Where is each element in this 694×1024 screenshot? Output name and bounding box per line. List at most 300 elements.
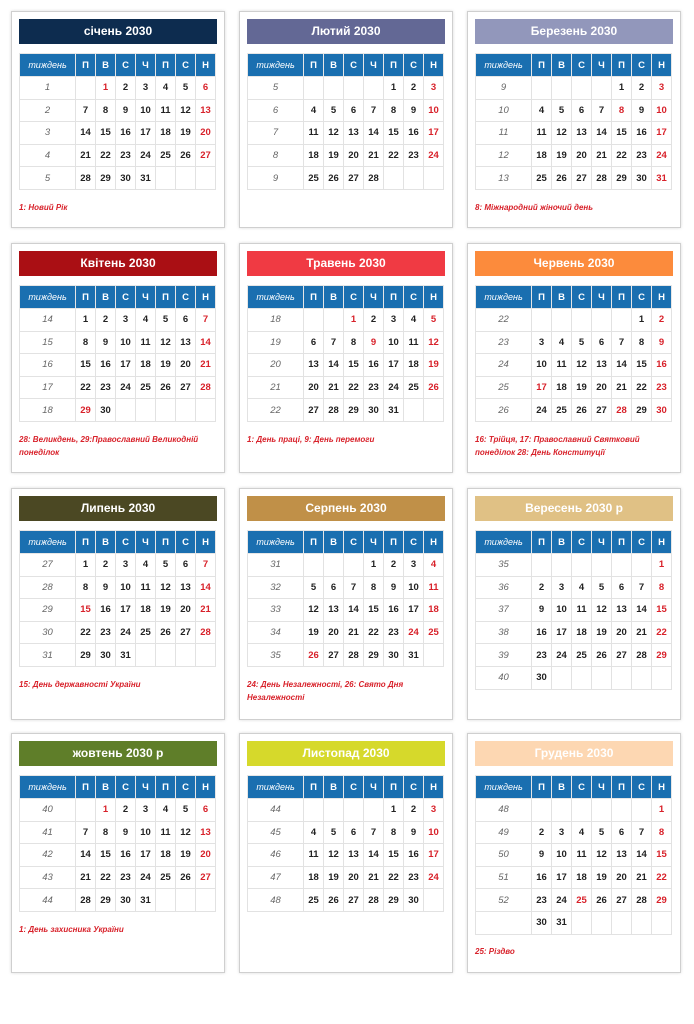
day-cell: 25 bbox=[552, 399, 572, 422]
day-cell bbox=[304, 554, 324, 577]
day-cell: 7 bbox=[592, 99, 612, 122]
month-title: Грудень 2030 bbox=[475, 741, 673, 766]
holiday-note: 8: Міжнародний жіночий день bbox=[475, 203, 594, 212]
weekday-header: С bbox=[344, 531, 364, 554]
day-cell bbox=[364, 799, 384, 822]
day-cell: 8 bbox=[76, 331, 96, 354]
month-card bbox=[11, 243, 225, 473]
day-cell: 31 bbox=[652, 167, 672, 190]
week-number: 46 bbox=[248, 844, 304, 867]
week-number: 35 bbox=[476, 554, 532, 577]
weekday-header: В bbox=[96, 54, 116, 77]
week-number-header: тиждень bbox=[20, 776, 76, 799]
day-cell: 19 bbox=[592, 866, 612, 889]
day-cell: 24 bbox=[384, 376, 404, 399]
day-cell: 20 bbox=[344, 144, 364, 167]
weekday-header: Ч bbox=[136, 54, 156, 77]
day-cell: 20 bbox=[612, 866, 632, 889]
day-cell bbox=[592, 799, 612, 822]
day-cell: 3 bbox=[652, 77, 672, 100]
day-cell: 5 bbox=[156, 309, 176, 332]
day-cell bbox=[592, 666, 612, 689]
weekday-header: В bbox=[552, 531, 572, 554]
month-grid bbox=[475, 53, 672, 190]
day-cell: 17 bbox=[404, 599, 424, 622]
day-cell: 10 bbox=[136, 821, 156, 844]
day-cell: 27 bbox=[612, 889, 632, 912]
day-cell: 2 bbox=[116, 77, 136, 100]
week-row bbox=[248, 122, 444, 145]
day-cell bbox=[304, 799, 324, 822]
weekday-header: В bbox=[552, 54, 572, 77]
day-cell: 23 bbox=[404, 144, 424, 167]
day-cell: 7 bbox=[632, 576, 652, 599]
week-row bbox=[20, 889, 216, 912]
day-cell: 30 bbox=[532, 911, 552, 934]
day-cell: 24 bbox=[404, 621, 424, 644]
day-cell: 4 bbox=[424, 554, 444, 577]
weekday-header: С bbox=[404, 776, 424, 799]
week-row bbox=[20, 576, 216, 599]
day-cell bbox=[344, 799, 364, 822]
day-cell: 5 bbox=[176, 799, 196, 822]
weekday-header: Н bbox=[196, 776, 216, 799]
week-number: 51 bbox=[476, 866, 532, 889]
day-cell: 16 bbox=[384, 599, 404, 622]
week-number: 14 bbox=[20, 309, 76, 332]
month-grid bbox=[19, 530, 216, 667]
day-cell: 28 bbox=[592, 167, 612, 190]
day-cell: 7 bbox=[196, 309, 216, 332]
week-number-header: тиждень bbox=[20, 54, 76, 77]
week-row bbox=[20, 122, 216, 145]
day-cell: 25 bbox=[572, 889, 592, 912]
month-card bbox=[467, 11, 681, 228]
weekday-header: С bbox=[572, 286, 592, 309]
day-cell: 28 bbox=[364, 167, 384, 190]
day-cell: 28 bbox=[344, 644, 364, 667]
day-cell: 13 bbox=[344, 844, 364, 867]
day-cell: 14 bbox=[196, 331, 216, 354]
day-cell: 17 bbox=[116, 354, 136, 377]
day-cell bbox=[572, 666, 592, 689]
week-number: 26 bbox=[476, 399, 532, 422]
weekday-header: В bbox=[552, 776, 572, 799]
day-cell: 16 bbox=[116, 122, 136, 145]
day-cell: 5 bbox=[304, 576, 324, 599]
week-row bbox=[476, 354, 672, 377]
week-number: 41 bbox=[20, 821, 76, 844]
day-cell: 23 bbox=[364, 376, 384, 399]
weekday-header: С bbox=[632, 776, 652, 799]
day-cell: 24 bbox=[552, 644, 572, 667]
day-cell: 10 bbox=[136, 99, 156, 122]
weekday-header: П bbox=[384, 531, 404, 554]
week-number: 32 bbox=[248, 576, 304, 599]
day-cell: 3 bbox=[552, 576, 572, 599]
week-row bbox=[476, 554, 672, 577]
weekday-header: В bbox=[324, 54, 344, 77]
week-number: 43 bbox=[20, 866, 76, 889]
weekday-header: С bbox=[572, 531, 592, 554]
day-cell: 20 bbox=[612, 621, 632, 644]
day-cell: 21 bbox=[76, 144, 96, 167]
day-cell bbox=[364, 77, 384, 100]
week-number-header: тиждень bbox=[248, 54, 304, 77]
day-cell: 26 bbox=[592, 644, 612, 667]
day-cell bbox=[552, 666, 572, 689]
day-cell: 14 bbox=[364, 122, 384, 145]
day-cell: 6 bbox=[176, 554, 196, 577]
day-cell: 27 bbox=[196, 144, 216, 167]
day-cell: 13 bbox=[324, 599, 344, 622]
day-cell: 14 bbox=[76, 844, 96, 867]
week-row bbox=[248, 399, 444, 422]
day-cell: 16 bbox=[116, 844, 136, 867]
month-grid bbox=[247, 775, 444, 912]
day-cell: 26 bbox=[424, 376, 444, 399]
day-cell: 12 bbox=[176, 821, 196, 844]
day-cell: 19 bbox=[592, 621, 612, 644]
week-row bbox=[248, 866, 444, 889]
holiday-note: 15: День державності України bbox=[19, 680, 141, 689]
week-number: 35 bbox=[248, 644, 304, 667]
day-cell bbox=[344, 77, 364, 100]
day-cell bbox=[404, 167, 424, 190]
day-cell bbox=[116, 399, 136, 422]
day-cell: 25 bbox=[156, 866, 176, 889]
week-number: 20 bbox=[248, 354, 304, 377]
week-number: 17 bbox=[20, 376, 76, 399]
day-cell: 17 bbox=[552, 621, 572, 644]
week-number-header: тиждень bbox=[476, 286, 532, 309]
week-number: 39 bbox=[476, 644, 532, 667]
day-cell: 11 bbox=[136, 331, 156, 354]
week-row bbox=[20, 821, 216, 844]
day-cell: 11 bbox=[572, 844, 592, 867]
day-cell bbox=[532, 309, 552, 332]
day-cell: 11 bbox=[552, 354, 572, 377]
week-row bbox=[248, 331, 444, 354]
day-cell: 23 bbox=[96, 621, 116, 644]
weekday-header: П bbox=[156, 531, 176, 554]
day-cell: 27 bbox=[344, 167, 364, 190]
day-cell bbox=[572, 309, 592, 332]
month-title: Червень 2030 bbox=[475, 251, 673, 276]
week-row bbox=[20, 844, 216, 867]
day-cell: 17 bbox=[424, 844, 444, 867]
day-cell: 23 bbox=[96, 376, 116, 399]
day-cell bbox=[344, 554, 364, 577]
day-cell: 10 bbox=[552, 599, 572, 622]
weekday-header: С bbox=[176, 54, 196, 77]
weekday-header: С bbox=[344, 286, 364, 309]
day-cell bbox=[572, 799, 592, 822]
day-cell: 7 bbox=[632, 821, 652, 844]
day-cell: 30 bbox=[96, 399, 116, 422]
day-cell bbox=[652, 666, 672, 689]
day-cell: 17 bbox=[424, 122, 444, 145]
day-cell: 19 bbox=[304, 621, 324, 644]
day-cell: 15 bbox=[612, 122, 632, 145]
day-cell: 19 bbox=[176, 844, 196, 867]
day-cell: 28 bbox=[76, 889, 96, 912]
holiday-note: 16: Трійця, 17: Православний Святковий понеділок 28: День Конституції bbox=[475, 435, 640, 457]
day-cell: 17 bbox=[384, 354, 404, 377]
day-cell: 7 bbox=[344, 576, 364, 599]
weekday-header: В bbox=[324, 776, 344, 799]
day-cell: 31 bbox=[384, 399, 404, 422]
day-cell: 27 bbox=[324, 644, 344, 667]
day-cell: 23 bbox=[652, 376, 672, 399]
day-cell: 18 bbox=[424, 599, 444, 622]
day-cell: 18 bbox=[136, 599, 156, 622]
day-cell: 10 bbox=[552, 844, 572, 867]
weekday-header: П bbox=[304, 531, 324, 554]
day-cell: 1 bbox=[384, 799, 404, 822]
day-cell: 1 bbox=[76, 554, 96, 577]
day-cell: 18 bbox=[156, 844, 176, 867]
weekday-header: С bbox=[116, 531, 136, 554]
day-cell: 12 bbox=[324, 844, 344, 867]
day-cell: 18 bbox=[572, 621, 592, 644]
week-row bbox=[248, 77, 444, 100]
day-cell: 24 bbox=[116, 621, 136, 644]
day-cell: 18 bbox=[552, 376, 572, 399]
day-cell: 5 bbox=[176, 77, 196, 100]
day-cell: 17 bbox=[552, 866, 572, 889]
day-cell bbox=[196, 644, 216, 667]
weekday-header: П bbox=[156, 776, 176, 799]
week-row bbox=[476, 331, 672, 354]
day-cell: 23 bbox=[404, 866, 424, 889]
week-number: 44 bbox=[248, 799, 304, 822]
day-cell: 22 bbox=[96, 866, 116, 889]
day-cell: 18 bbox=[404, 354, 424, 377]
week-row bbox=[476, 644, 672, 667]
day-cell: 8 bbox=[76, 576, 96, 599]
day-cell: 24 bbox=[424, 144, 444, 167]
day-cell: 12 bbox=[176, 99, 196, 122]
day-cell: 8 bbox=[344, 331, 364, 354]
day-cell bbox=[632, 554, 652, 577]
weekday-header: Н bbox=[424, 286, 444, 309]
day-cell: 3 bbox=[384, 309, 404, 332]
day-cell: 28 bbox=[324, 399, 344, 422]
day-cell: 7 bbox=[364, 99, 384, 122]
week-row bbox=[248, 376, 444, 399]
day-cell bbox=[176, 889, 196, 912]
week-row bbox=[248, 576, 444, 599]
day-cell: 10 bbox=[532, 354, 552, 377]
weekday-header: П bbox=[76, 531, 96, 554]
week-row bbox=[248, 844, 444, 867]
day-cell: 1 bbox=[96, 77, 116, 100]
weekday-header: Н bbox=[652, 54, 672, 77]
day-cell: 9 bbox=[364, 331, 384, 354]
day-cell: 4 bbox=[404, 309, 424, 332]
day-cell: 9 bbox=[96, 331, 116, 354]
day-cell: 5 bbox=[592, 576, 612, 599]
day-cell: 24 bbox=[136, 866, 156, 889]
day-cell: 12 bbox=[156, 576, 176, 599]
week-row bbox=[476, 376, 672, 399]
day-cell: 29 bbox=[632, 399, 652, 422]
weekday-header: Н bbox=[196, 531, 216, 554]
day-cell: 11 bbox=[424, 576, 444, 599]
week-number: 11 bbox=[476, 122, 532, 145]
weekday-header: Н bbox=[652, 531, 672, 554]
day-cell: 9 bbox=[532, 599, 552, 622]
day-cell: 9 bbox=[384, 576, 404, 599]
day-cell: 20 bbox=[344, 866, 364, 889]
weekday-header: Н bbox=[424, 54, 444, 77]
week-row bbox=[20, 621, 216, 644]
week-row bbox=[20, 167, 216, 190]
day-cell: 20 bbox=[176, 354, 196, 377]
day-cell: 22 bbox=[652, 866, 672, 889]
day-cell: 15 bbox=[76, 599, 96, 622]
day-cell: 12 bbox=[552, 122, 572, 145]
day-cell: 9 bbox=[652, 331, 672, 354]
day-cell: 4 bbox=[552, 331, 572, 354]
week-number: 23 bbox=[476, 331, 532, 354]
day-cell: 4 bbox=[156, 77, 176, 100]
day-cell bbox=[196, 167, 216, 190]
day-cell bbox=[424, 167, 444, 190]
week-row bbox=[20, 376, 216, 399]
day-cell: 27 bbox=[572, 167, 592, 190]
weekday-header: П bbox=[532, 286, 552, 309]
day-cell: 16 bbox=[404, 844, 424, 867]
day-cell: 1 bbox=[612, 77, 632, 100]
day-cell: 14 bbox=[76, 122, 96, 145]
day-cell: 25 bbox=[404, 376, 424, 399]
day-cell: 4 bbox=[156, 799, 176, 822]
day-cell: 21 bbox=[632, 621, 652, 644]
day-cell: 11 bbox=[304, 844, 324, 867]
holiday-note: 1: День захисника України bbox=[19, 925, 124, 934]
day-cell: 20 bbox=[592, 376, 612, 399]
day-cell: 28 bbox=[632, 889, 652, 912]
day-cell: 13 bbox=[572, 122, 592, 145]
day-cell bbox=[612, 666, 632, 689]
week-row bbox=[20, 331, 216, 354]
day-cell: 22 bbox=[76, 376, 96, 399]
week-row bbox=[476, 799, 672, 822]
day-cell: 26 bbox=[324, 889, 344, 912]
day-cell: 23 bbox=[632, 144, 652, 167]
week-number-header: тиждень bbox=[20, 531, 76, 554]
month-grid bbox=[19, 775, 216, 912]
week-row bbox=[20, 354, 216, 377]
day-cell: 10 bbox=[424, 99, 444, 122]
weekday-header: С bbox=[404, 286, 424, 309]
weekday-header: П bbox=[532, 54, 552, 77]
day-cell: 23 bbox=[116, 144, 136, 167]
month-grid bbox=[19, 285, 216, 422]
weekday-header: С bbox=[572, 776, 592, 799]
day-cell: 7 bbox=[76, 821, 96, 844]
month-grid bbox=[475, 530, 672, 690]
day-cell bbox=[196, 889, 216, 912]
day-cell: 8 bbox=[652, 576, 672, 599]
day-cell: 13 bbox=[592, 354, 612, 377]
day-cell: 10 bbox=[404, 576, 424, 599]
day-cell: 18 bbox=[304, 866, 324, 889]
week-number: 38 bbox=[476, 621, 532, 644]
day-cell: 6 bbox=[344, 821, 364, 844]
week-row bbox=[20, 554, 216, 577]
day-cell: 15 bbox=[364, 599, 384, 622]
day-cell: 17 bbox=[116, 599, 136, 622]
week-row bbox=[20, 309, 216, 332]
day-cell: 25 bbox=[156, 144, 176, 167]
day-cell: 26 bbox=[176, 144, 196, 167]
weekday-header: С bbox=[632, 54, 652, 77]
day-cell: 12 bbox=[572, 354, 592, 377]
day-cell: 1 bbox=[76, 309, 96, 332]
week-number: 42 bbox=[20, 844, 76, 867]
day-cell: 25 bbox=[304, 889, 324, 912]
day-cell: 2 bbox=[96, 554, 116, 577]
day-cell: 13 bbox=[196, 821, 216, 844]
week-number: 45 bbox=[248, 821, 304, 844]
day-cell: 13 bbox=[176, 331, 196, 354]
month-title: Лютий 2030 bbox=[247, 19, 445, 44]
weekday-header: Ч bbox=[592, 531, 612, 554]
day-cell: 27 bbox=[304, 399, 324, 422]
week-row bbox=[476, 911, 672, 934]
month-card bbox=[239, 488, 453, 720]
day-cell bbox=[76, 77, 96, 100]
week-number: 1 bbox=[20, 77, 76, 100]
day-cell: 25 bbox=[136, 621, 156, 644]
day-cell: 9 bbox=[404, 99, 424, 122]
weekday-header: С bbox=[344, 776, 364, 799]
weekday-header: Н bbox=[196, 286, 216, 309]
day-cell: 6 bbox=[304, 331, 324, 354]
day-cell: 22 bbox=[384, 866, 404, 889]
weekday-header: С bbox=[116, 286, 136, 309]
week-number: 25 bbox=[476, 376, 532, 399]
day-cell: 5 bbox=[572, 331, 592, 354]
month-card bbox=[11, 488, 225, 720]
day-cell: 24 bbox=[136, 144, 156, 167]
day-cell bbox=[136, 399, 156, 422]
day-cell bbox=[632, 666, 652, 689]
weekday-header: П bbox=[156, 54, 176, 77]
day-cell: 6 bbox=[612, 821, 632, 844]
month-title: жовтень 2030 р bbox=[19, 741, 217, 766]
day-cell: 23 bbox=[532, 889, 552, 912]
week-number: 9 bbox=[476, 77, 532, 100]
day-cell: 4 bbox=[572, 821, 592, 844]
week-number-header: тиждень bbox=[248, 531, 304, 554]
weekday-header: П bbox=[532, 531, 552, 554]
day-cell: 4 bbox=[136, 309, 156, 332]
month-grid bbox=[247, 530, 444, 667]
week-number: 4 bbox=[20, 144, 76, 167]
day-cell: 29 bbox=[384, 889, 404, 912]
week-number: 5 bbox=[20, 167, 76, 190]
day-cell: 8 bbox=[612, 99, 632, 122]
day-cell: 1 bbox=[364, 554, 384, 577]
day-cell: 26 bbox=[156, 621, 176, 644]
day-cell: 21 bbox=[196, 354, 216, 377]
day-cell: 26 bbox=[552, 167, 572, 190]
weekday-header: П bbox=[76, 286, 96, 309]
